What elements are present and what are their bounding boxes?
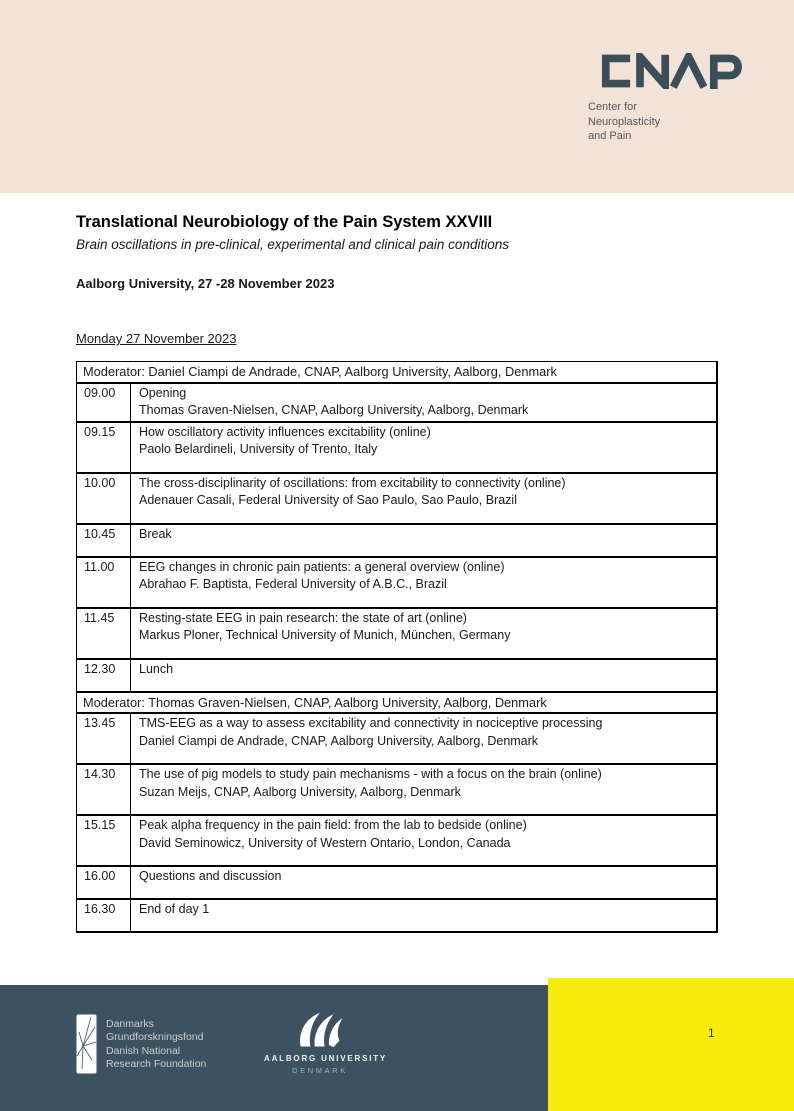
- table-row: [77, 608, 718, 659]
- moderator-text: Moderator: Thomas Graven-Nielsen, CNAP, Aalborg University, Aalborg, Denmark: [77, 692, 718, 714]
- time-cell: 11.45: [77, 608, 131, 659]
- session-cell: [131, 815, 718, 866]
- time-cell: 12.30: [77, 659, 131, 692]
- session-cell: [131, 608, 718, 659]
- page-title: Translational Neurobiology of the Pain System XXVIII: [76, 213, 493, 231]
- session-cell: [131, 383, 718, 422]
- session-title: End of day 1: [139, 902, 210, 916]
- schedule-table: [76, 361, 718, 933]
- document-content: [76, 212, 718, 933]
- session-title: Opening: [139, 385, 187, 400]
- cnap-caption-line: Neuroplasticity: [588, 115, 661, 128]
- session-title: Peak alpha frequency in the pain field: from the lab to bedside (online): [139, 818, 527, 832]
- aau-logo: [264, 1012, 388, 1075]
- time-cell: 10.00: [77, 473, 131, 524]
- session-cell: [131, 899, 718, 932]
- session-speaker: Adenauer Casali, Federal University of Sao Paulo, Sao Paulo, Brazil: [139, 493, 517, 507]
- table-row: [77, 866, 718, 899]
- session-cell: [131, 557, 718, 608]
- session-speaker: Daniel Ciampi de Andrade, CNAP, Aalborg University, Aalborg, Denmark: [139, 733, 539, 748]
- time-cell: 16.00: [77, 866, 131, 899]
- table-row: [77, 383, 718, 422]
- cnap-caption-line: Center for: [588, 101, 637, 113]
- time-cell: 16.30: [77, 899, 131, 932]
- cnap-logo: [588, 53, 755, 144]
- dgf-text-line: Grundforskningsfond: [106, 1031, 204, 1044]
- cnap-logo-caption: [588, 100, 755, 144]
- session-cell: [131, 473, 718, 524]
- dgf-logo: [76, 1014, 206, 1074]
- session-title: Questions and discussion: [139, 869, 282, 883]
- session-title: The cross-disciplinarity of oscillations: from excitability to connectivity (online): [139, 475, 566, 490]
- subtitle: Brain oscillations in pre-clinical, experimental and clinical pain conditions: [76, 237, 509, 252]
- session-title: Break: [139, 526, 172, 541]
- moderator-row: [77, 692, 718, 714]
- dgf-logo-icon: [76, 1014, 97, 1074]
- time-cell: 11.00: [77, 557, 131, 608]
- table-row: [77, 764, 718, 815]
- moderator-row: [77, 362, 718, 383]
- session-title: EEG changes in chronic pain patients: a general overview (online): [139, 559, 505, 574]
- yellow-block: [548, 978, 794, 1111]
- cnap-caption-line: and Pain: [588, 130, 632, 142]
- session-cell: [131, 866, 718, 899]
- header-band: [0, 0, 794, 193]
- table-row: [77, 524, 718, 557]
- moderator-text: Moderator: Daniel Ciampi de Andrade, CNAP, Aalborg University, Aalborg, Denmark: [77, 362, 718, 383]
- table-row: [77, 659, 718, 692]
- session-cell: [131, 764, 718, 815]
- session-speaker: Thomas Graven-Nielsen, CNAP, Aalborg University, Aalborg, Denmark: [139, 403, 529, 417]
- session-speaker: Paolo Belardineli, University of Trento, Italy: [139, 442, 378, 456]
- session-cell: [131, 659, 718, 692]
- time-cell: 10.45: [77, 524, 131, 557]
- dgf-text-line: Danmarks: [106, 1018, 154, 1030]
- day-heading: Monday 27 November 2023: [76, 331, 237, 346]
- aau-country: DENMARK: [292, 1066, 348, 1075]
- session-title: Resting-state EEG in pain research: the state of art (online): [139, 610, 467, 625]
- dgf-text-line: Danish National: [106, 1044, 181, 1057]
- time-cell: 13.45: [77, 713, 131, 764]
- session-speaker: Suzan Meijs, CNAP, Aalborg University, Aalborg, Denmark: [139, 784, 461, 799]
- session-title: How oscillatory activity influences excitability (online): [139, 424, 431, 439]
- session-title: The use of pig models to study pain mechanisms - with a focus on the brain (online): [139, 767, 602, 781]
- table-row: [77, 899, 718, 932]
- dgf-text-line: Research Foundation: [106, 1057, 207, 1070]
- cnap-wordmark-icon: [588, 53, 755, 89]
- session-cell: [131, 524, 718, 557]
- table-row: [77, 473, 718, 524]
- dgf-logo-text: [106, 1014, 206, 1074]
- aau-university-name: AALBORG UNIVERSITY: [264, 1054, 388, 1063]
- table-row: [77, 557, 718, 608]
- session-title: TMS-EEG as a way to assess excitability and connectivity in nociceptive processing: [139, 716, 603, 730]
- aau-swoosh-icon: [296, 1012, 344, 1048]
- venue-date: Aalborg University, 27 -28 November 2023: [76, 276, 335, 291]
- page-number: 1: [708, 1026, 715, 1040]
- time-cell: 14.30: [77, 764, 131, 815]
- session-speaker: David Seminowicz, University of Western Ontario, London, Canada: [139, 835, 511, 850]
- footer: [0, 985, 794, 1111]
- time-cell: 15.15: [77, 815, 131, 866]
- table-row: [77, 815, 718, 866]
- session-speaker: Markus Ploner, Technical University of Munich, München, Germany: [139, 628, 511, 642]
- session-speaker: Abrahao F. Baptista, Federal University of A.B.C., Brazil: [139, 577, 447, 591]
- time-cell: 09.15: [77, 422, 131, 473]
- table-row: [77, 713, 718, 764]
- session-title: Lunch: [139, 661, 174, 676]
- time-cell: 09.00: [77, 383, 131, 422]
- session-cell: [131, 713, 718, 764]
- table-row: [77, 422, 718, 473]
- session-cell: [131, 422, 718, 473]
